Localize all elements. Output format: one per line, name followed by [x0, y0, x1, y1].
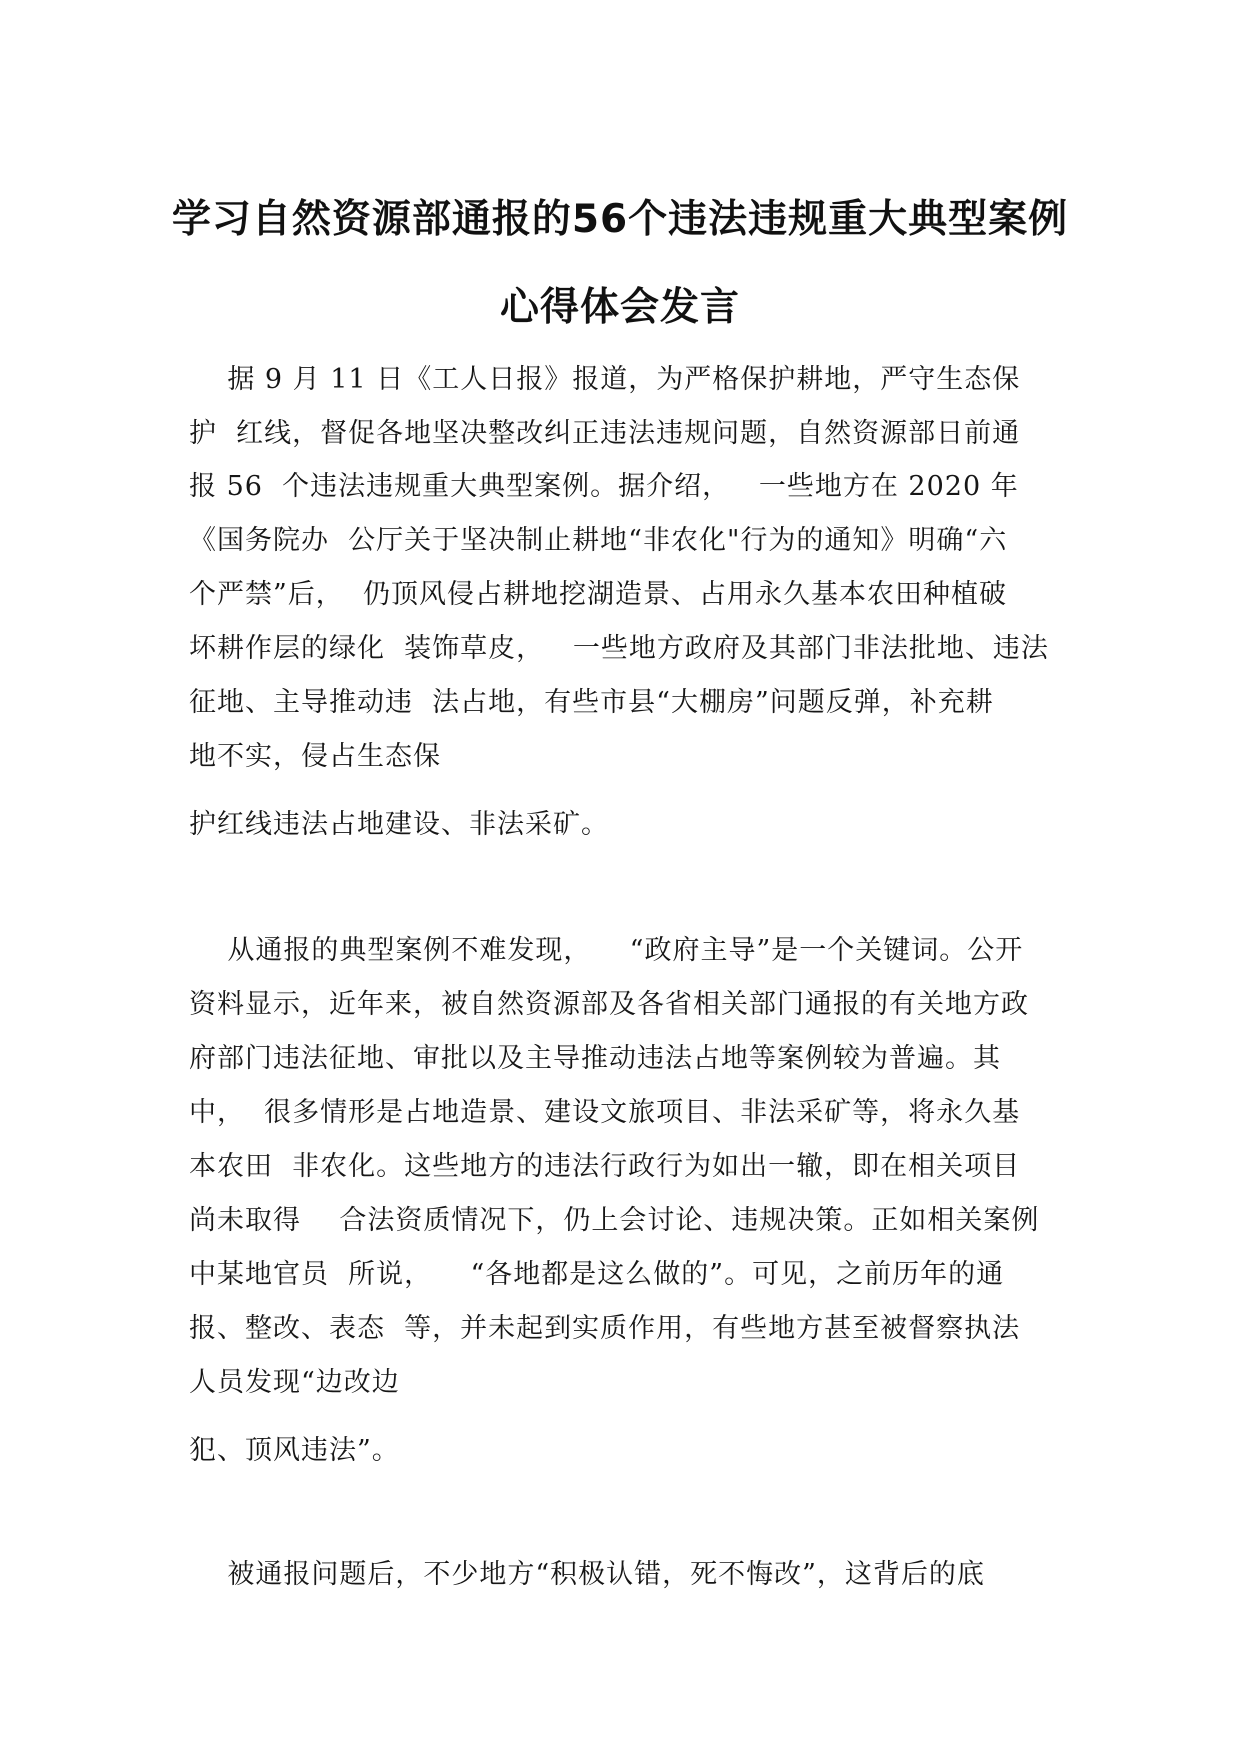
paragraph-1-line: 个严禁”后， 仍顶风侵占耕地挖湖造景、占用永久基本农田种植破	[189, 579, 1007, 610]
document-title-line-2: 心得体会发言	[499, 285, 740, 330]
paragraph-2-line: 尚未取得 合法资质情况下，仍上会讨论、违规决策。正如相关案例	[189, 1205, 1040, 1236]
document-title-line-1: 学习自然资源部通报的56个违法违规重大典型案例	[171, 197, 1069, 242]
paragraph-2-line: 资料显示，近年来，被自然资源部及各省相关部门通报的有关地方政	[189, 989, 1029, 1020]
paragraph-1-line: 坏耕作层的绿化 装饰草皮， 一些地方政府及其部门非法批地、违法	[189, 633, 1049, 664]
paragraph-1-line: 据 9 月 11 日《工人日报》报道，为严格保护耕地，严守生态保	[189, 364, 1021, 395]
paragraph-2-line: 中某地官员 所说， “各地都是这么做的”。可见，之前历年的通	[189, 1259, 1005, 1290]
paragraph-3-line: 被通报问题后，不少地方“积极认错，死不悔改”，这背后的底	[189, 1559, 985, 1590]
paragraph-2-tail: 犯、顶风违法”。	[189, 1435, 400, 1466]
paragraph-2-line: 从通报的典型案例不难发现， “政府主导”是一个关键词。公开	[189, 935, 1024, 966]
paragraph-1-line: 《国务院办 公厅关于坚决制止耕地“非农化"行为的通知》明确“六	[189, 525, 1008, 556]
paragraph-1-line: 地不实，侵占生态保	[189, 741, 441, 772]
paragraph-1-line: 报 56 个违法违规重大典型案例。据介绍， 一些地方在 2020 年	[189, 471, 1019, 502]
paragraph-2-line: 中， 很多情形是占地造景、建设文旅项目、非法采矿等，将永久基	[189, 1097, 1021, 1128]
paragraph-2-line: 府部门违法征地、审批以及主导推动违法占地等案例较为普遍。其	[189, 1043, 1001, 1074]
paragraph-2-line: 报、整改、表态 等，并未起到实质作用，有些地方甚至被督察执法	[189, 1313, 1021, 1344]
paragraph-1-line: 护 红线，督促各地坚决整改纠正违法违规问题，自然资源部日前通	[189, 418, 1021, 449]
paragraph-2-line: 本农田 非农化。这些地方的违法行政行为如出一辙，即在相关项目	[189, 1151, 1021, 1182]
paragraph-1-line: 征地、主导推动违 法占地，有些市县“大棚房”问题反弹，补充耕	[189, 687, 994, 718]
paragraph-1-tail: 护红线违法占地建设、非法采矿。	[189, 809, 609, 840]
paragraph-2-line: 人员发现“边改边	[189, 1367, 400, 1398]
